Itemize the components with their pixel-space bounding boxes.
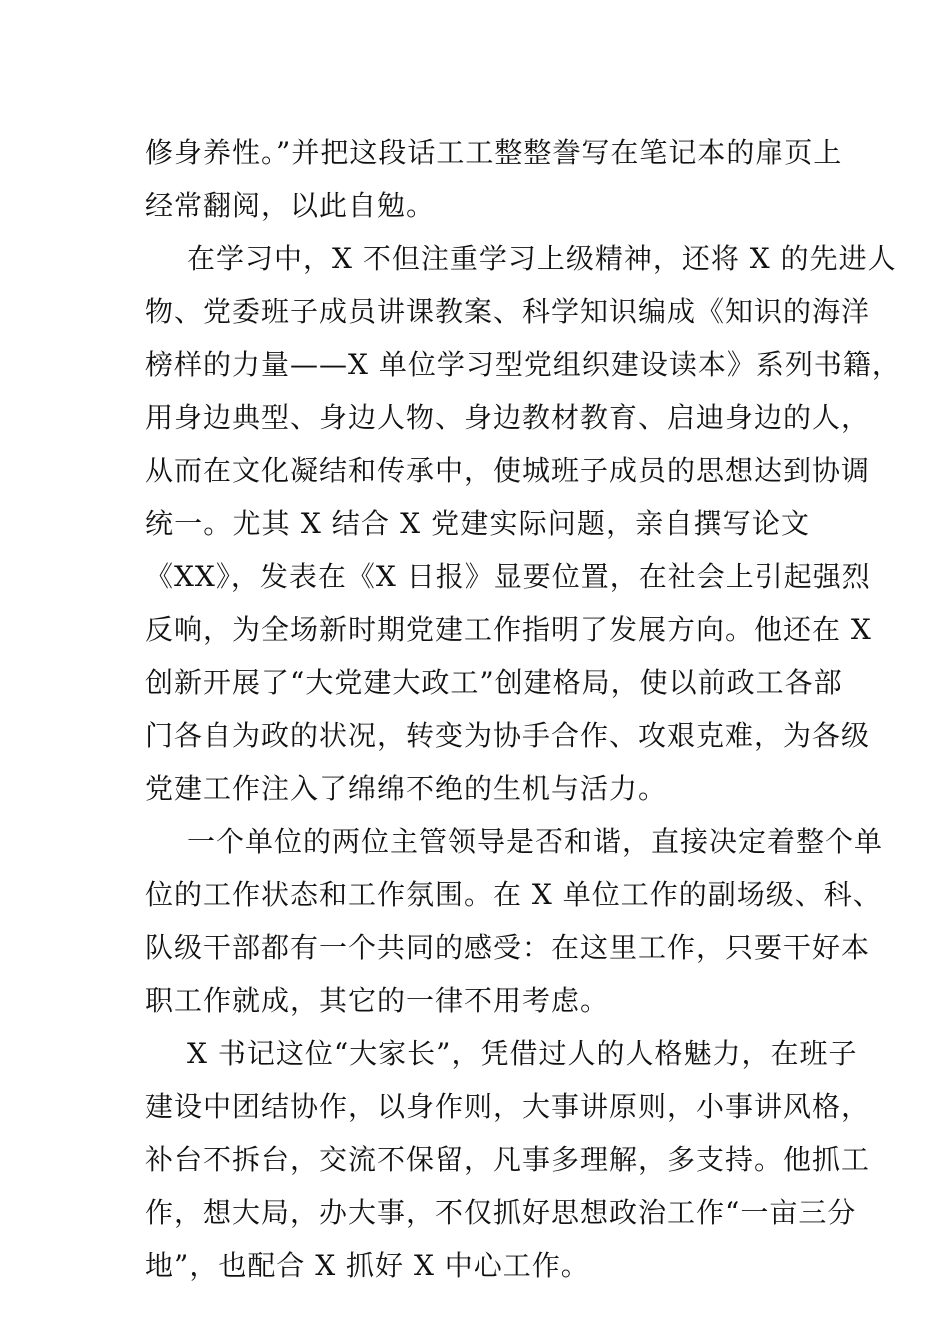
text-line: 经常翻阅，以此自勉。	[145, 189, 436, 222]
text-line: 一个单位的两位主管领导是否和谐，直接决定着整个单	[187, 825, 884, 858]
text-line: 门各自为政的状况，转变为协手合作、攻艰克难，为各级	[145, 719, 871, 752]
document-body	[145, 126, 901, 1292]
paragraph-3	[145, 815, 884, 1027]
text-line: 建设中团结协作，以身作则，大事讲原则，小事讲风格，	[145, 1090, 871, 1123]
text-line: X 书记这位“大家长”，凭借过人的人格魅力，在班子	[187, 1037, 858, 1070]
text-line: 反响，为全场新时期党建工作指明了发展方向。他还在 X	[145, 613, 872, 646]
text-line: 地”，也配合 X 抓好 X 中心工作。	[145, 1249, 590, 1282]
text-line: 职工作就成，其它的一律不用考虑。	[145, 984, 610, 1017]
paragraph-1	[145, 126, 843, 232]
text-line: 统一。尤其 X 结合 X 党建实际问题，亲自撰写论文	[145, 507, 810, 540]
text-line: 用身边典型、身边人物、身边教材教育、启迪身边的人，	[145, 401, 871, 434]
text-line: 创新开展了“大党建大政工”创建格局，使以前政工各部	[145, 666, 843, 699]
text-line: 修身养性。”并把这段话工工整整誊写在笔记本的扉页上	[145, 136, 843, 169]
text-line: 位的工作状态和工作氛围。在 X 单位工作的副场级、科、	[145, 878, 882, 911]
text-line: 《XX》，发表在《X 日报》显要位置，在社会上引起强烈	[145, 560, 871, 593]
text-line: 物、党委班子成员讲课教案、科学知识编成《知识的海洋	[145, 295, 871, 328]
text-line: 队级干部都有一个共同的感受：在这里工作，只要干好本	[145, 931, 871, 964]
text-line: 在学习中，X 不但注重学习上级精神，还将 X 的先进人	[187, 242, 897, 275]
text-line: 榜样的力量——X 单位学习型党组织建设读本》系列书籍，	[145, 348, 901, 381]
paragraph-4	[145, 1027, 871, 1292]
text-line: 作，想大局，办大事，不仅抓好思想政治工作“一亩三分	[145, 1196, 857, 1229]
text-line: 党建工作注入了绵绵不绝的生机与活力。	[145, 772, 668, 805]
paragraph-2	[145, 232, 901, 815]
text-line: 补台不拆台，交流不保留，凡事多理解，多支持。他抓工	[145, 1143, 871, 1176]
text-line: 从而在文化凝结和传承中，使城班子成员的思想达到协调	[145, 454, 871, 487]
